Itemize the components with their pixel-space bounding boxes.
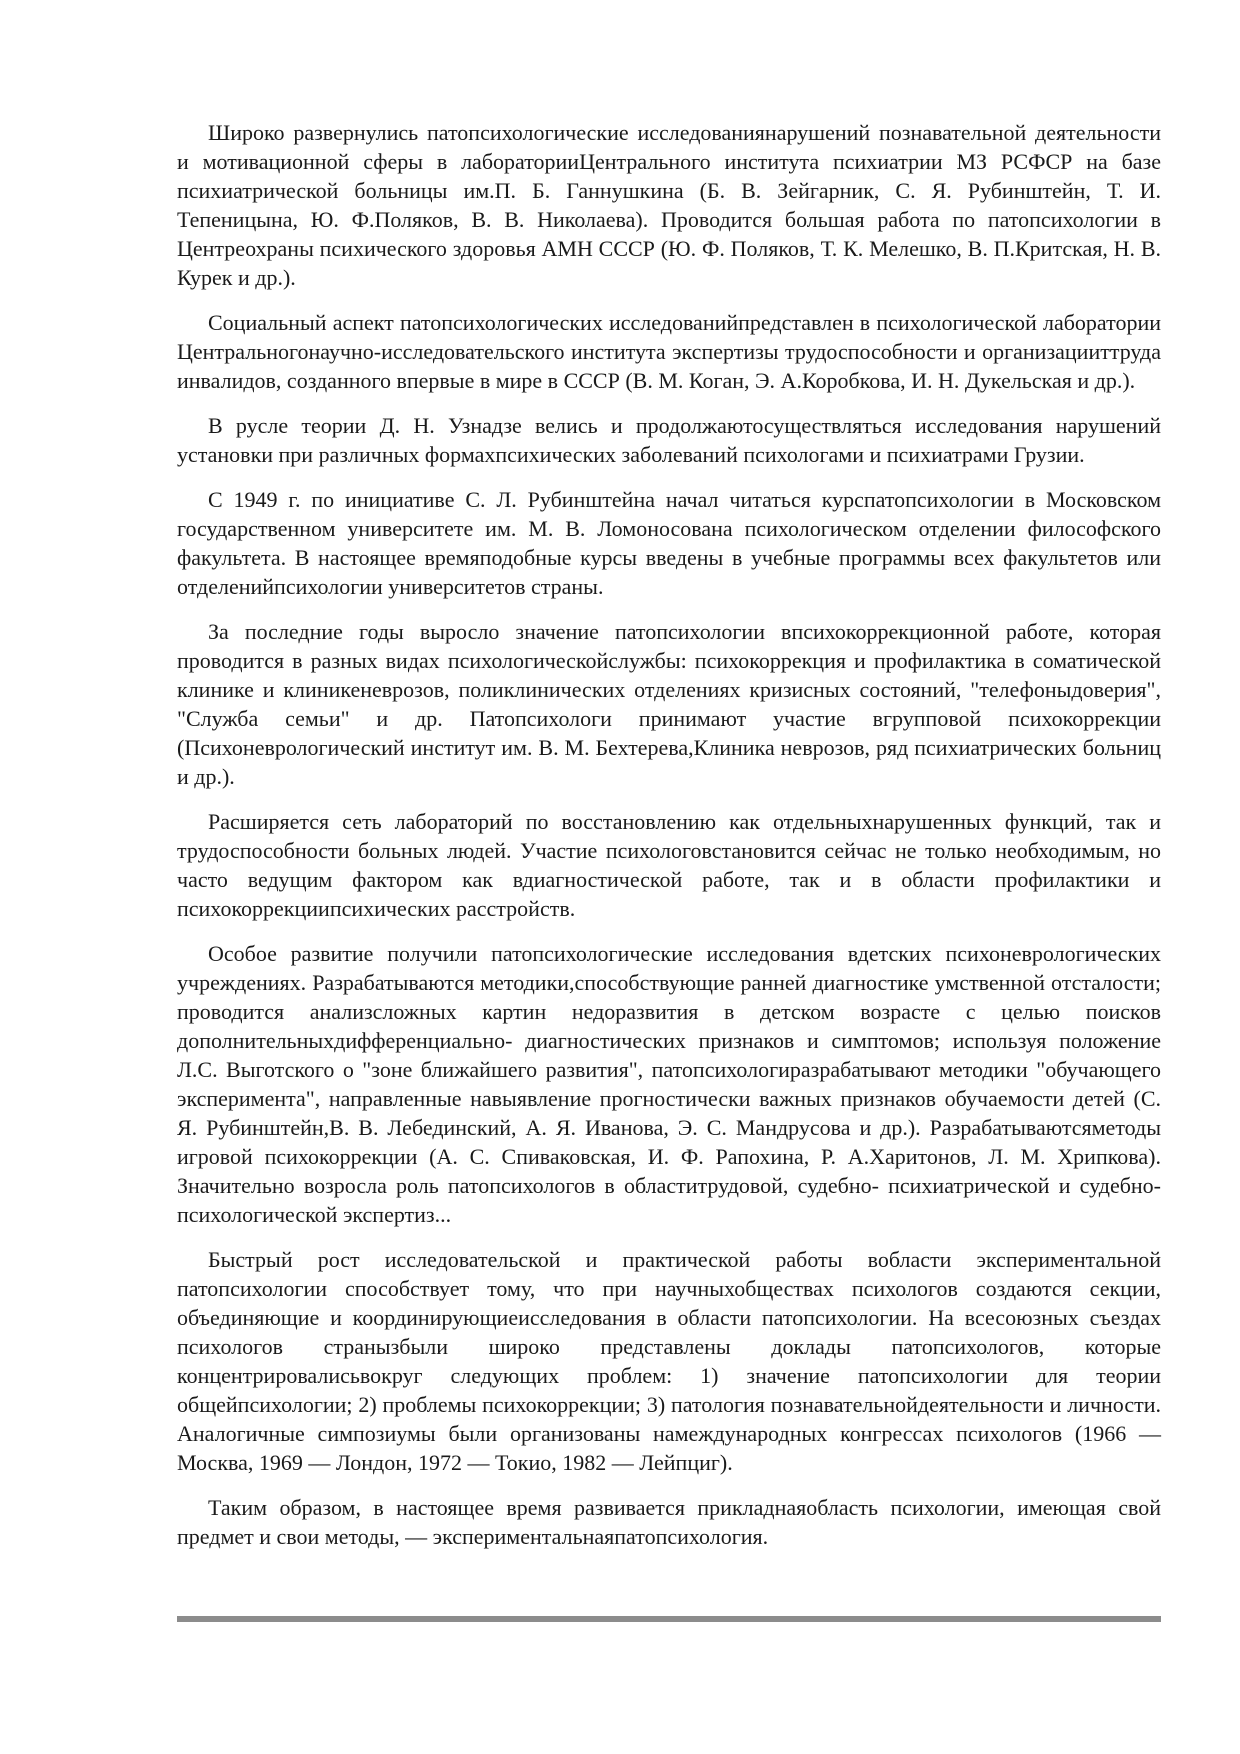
paragraph: Таким образом, в настоящее время развивается прикладнаяобласть психологии, имеющая свой предмет и свои методы, — экспериментальнаяпатопсихология. — [177, 1495, 1161, 1549]
footer-divider — [177, 1616, 1161, 1622]
paragraph: За последние годы выросло значение патопсихологии впсихокоррекционной работе, которая проводится в разных видах психологическойслужбы: психокоррекция и профилактика в соматической клинике и клиникеневрозов, поликлинических отделениях кризисных состояний, "телефоныдоверия", "Служба семьи" и др. Патопсихологи принимают участие вгрупповой психокоррекции (Психоневрологический институт им. В. М. Бехтерева,Клиника неврозов, ряд психиатрических больниц и др.). — [177, 619, 1161, 789]
paragraph: Особое развитие получили патопсихологические исследования вдетских психоневрологических учреждениях. Разрабатываются методики,способствующие ранней диагностике умственной отсталости; проводится анализсложных картин недоразвития в детском возрасте с целью поисков дополнительныхдифференциально- диагностических признаков и симптомов; используя положение Л.С. Выготского о "зоне ближайшего развития", патопсихологиразрабатывают методики "обучающего эксперимента", направленные навыявление прогностически важных признаков обучаемости детей (С. Я. Рубинштейн,В. В. Лебединский, А. Я. Иванова, Э. С. Мандрусова и др.). Разрабатываютсяметоды игровой психокоррекции (А. С. Спиваковская, И. Ф. Рапохина, Р. А.Харитонов, Л. М. Хрипкова). Значительно возросла роль патопсихологов в областитрудовой, судебно- психиатрической и судебно-психологической экспертиз... — [177, 941, 1161, 1227]
paragraph: Быстрый рост исследовательской и практической работы вобласти экспериментальной патопсихологии способствует тому, что при научныхобществах психологов создаются секции, объединяющие и координирующиеисследования в области патопсихологии. На всесоюзных съездах психологов странызбыли широко представлены доклады патопсихологов, которые концентрировалисьвокруг следующих проблем: 1) значение патопсихологии для теории общейпсихологии; 2) проблемы психокоррекции; 3) патология познавательнойдеятельности и личности. Аналогичные симпозиумы были организованы намеждународных конгрессах психологов (1966 — Москва, 1969 — Лондон, 1972 — Токио, 1982 — Лейпциг). — [177, 1247, 1161, 1475]
document-body — [177, 118, 1161, 1567]
paragraph: Расширяется сеть лабораторий по восстановлению как отдельныхнарушенных функций, так и трудоспособности больных людей. Участие психологовстановится сейчас не только необходимым, но часто ведущим фактором как вдиагностической работе, так и в области профилактики и психокоррекциипсихических расстройств. — [177, 809, 1161, 921]
paragraph: С 1949 г. по инициативе С. Л. Рубинштейна начал читаться курспатопсихологии в Московском государственном университете им. М. В. Ломоносована психологическом отделении философского факультета. В настоящее времяподобные курсы введены в учебные программы всех факультетов или отделенийпсихологии университетов страны. — [177, 487, 1161, 599]
paragraph: В русле теории Д. Н. Узнадзе велись и продолжаютосуществляться исследования нарушений установки при различных формахпсихических заболеваний психологами и психиатрами Грузии. — [177, 413, 1161, 467]
paragraph: Широко развернулись патопсихологические исследованиянарушений познавательной деятельности и мотивационной сферы в лабораторииЦентрального института психиатрии МЗ РСФСР на базе психиатрической больницы им.П. Б. Ганнушкина (Б. В. Зейгарник, С. Я. Рубинштейн, Т. И. Тепеницына, Ю. Ф.Поляков, В. В. Николаева). Проводится большая работа по патопсихологии в Центреохраны психического здоровья АМН СССР (Ю. Ф. Поляков, Т. К. Мелешко, В. П.Критская, Н. В. Курек и др.). — [177, 120, 1161, 290]
paragraph: Социальный аспект патопсихологических исследованийпредставлен в психологической лаборатории Центральногонаучно-исследовательского института экспертизы трудоспособности и организацииттруда инвалидов, созданного впервые в мире в СССР (В. М. Коган, Э. А.Коробкова, И. Н. Дукельская и др.). — [177, 310, 1161, 393]
